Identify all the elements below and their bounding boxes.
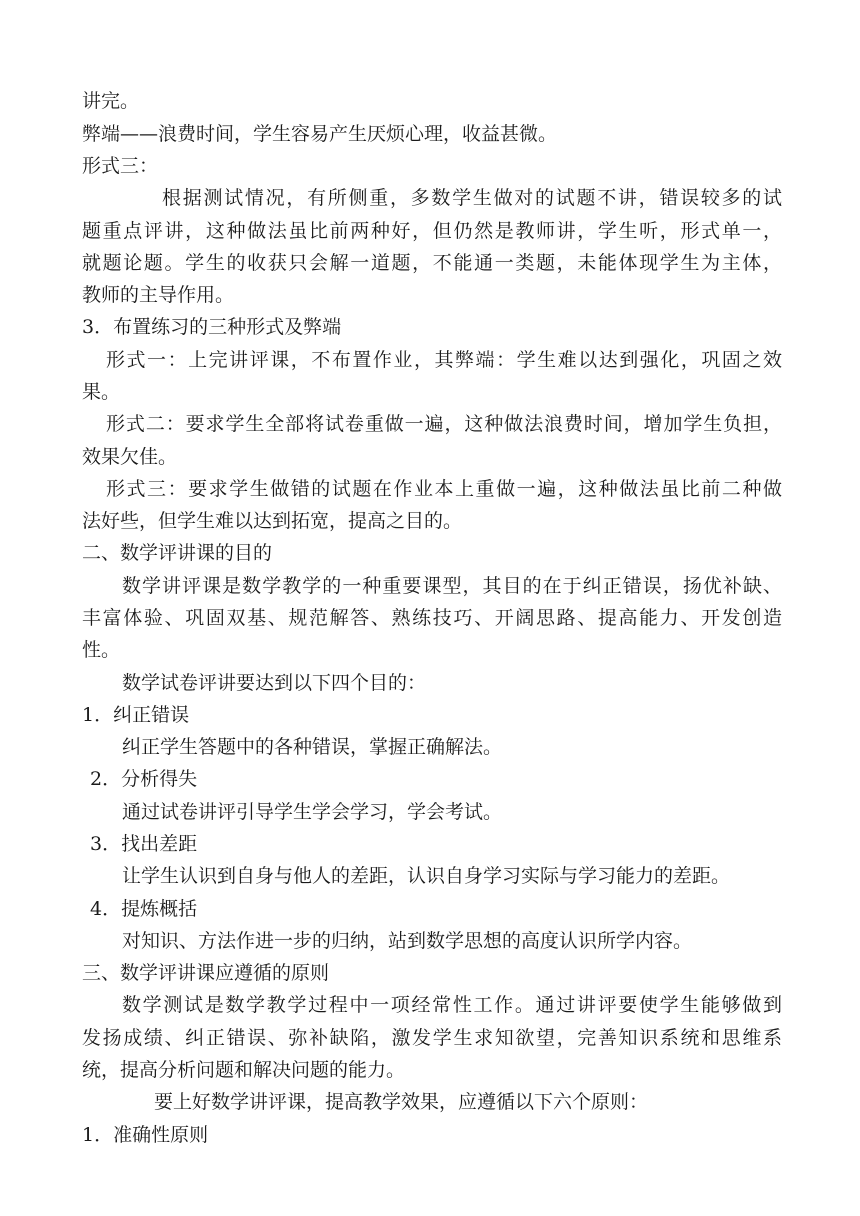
- numbered-heading: 2．分析得失: [90, 768, 198, 790]
- section-heading: 二、数学评讲课的目的: [82, 542, 273, 564]
- text-line: 就题论题。学生的收获只会解一道题，不能通一类题，未能体现学生为主体，: [82, 252, 782, 274]
- text-line: 效果欠佳。: [82, 446, 178, 468]
- numbered-heading: 3．找出差距: [90, 833, 198, 855]
- text-line: 丰富体验、巩固双基、规范解答、熟练技巧、开阔思路、提高能力、开发创造: [82, 607, 782, 629]
- text-line: 数学讲评课是数学教学的一种重要课型，其目的在于纠正错误，扬优补缺、: [122, 575, 782, 597]
- text-line: 性。: [82, 639, 121, 661]
- numbered-heading: 1．纠正错误: [82, 704, 190, 726]
- text-line: 形式三：要求学生做错的试题在作业本上重做一遍，这种做法虽比前二种做: [106, 478, 782, 500]
- text-line: 统，提高分析问题和解决问题的能力。: [82, 1059, 406, 1081]
- text-line: 果。: [82, 381, 121, 403]
- text-line: 讲完。: [82, 90, 140, 112]
- numbered-heading: 3．布置练习的三种形式及弊端: [82, 316, 342, 338]
- section-heading: 三、数学评讲课应遵循的原则: [82, 962, 330, 984]
- text-line: 发扬成绩、纠正错误、弥补缺陷，激发学生求知欲望，完善知识系统和思维系: [82, 1027, 782, 1049]
- text-line: 教师的主导作用。: [82, 284, 235, 306]
- text-line: 题重点评讲，这种做法虽比前两种好，但仍然是教师讲，学生听，形式单一，: [82, 220, 782, 242]
- text-line: 让学生认识到自身与他人的差距，认识自身学习实际与学习能力的差距。: [122, 865, 731, 887]
- text-line: 法好些，但学生难以达到拓宽，提高之目的。: [82, 510, 463, 532]
- text-line: 对知识、方法作进一步的归纳，站到数学思想的高度认识所学内容。: [122, 930, 693, 952]
- numbered-heading: 4．提炼概括: [90, 898, 198, 920]
- text-line: 纠正学生答题中的各种错误，掌握正确解法。: [122, 736, 503, 758]
- numbered-heading: 1．准确性原则: [82, 1124, 209, 1146]
- text-line: 数学测试是数学教学过程中一项经常性工作。通过讲评要使学生能够做到: [122, 994, 782, 1016]
- section-label: 形式三：: [82, 155, 159, 177]
- text-line: 形式二：要求学生全部将试卷重做一遍，这种做法浪费时间，增加学生负担，: [106, 413, 782, 435]
- text-line: 弊端——浪费时间，学生容易产生厌烦心理，收益甚微。: [82, 123, 558, 145]
- text-line: 通过试卷讲评引导学生学会学习，学会考试。: [122, 801, 503, 823]
- text-line: 根据测试情况，有所侧重，多数学生做对的试题不讲，错误较多的试: [162, 187, 782, 209]
- text-line: 数学试卷评讲要达到以下四个目的：: [122, 672, 427, 694]
- text-line: 形式一：上完讲评课，不布置作业，其弊端：学生难以达到强化，巩固之效: [106, 349, 782, 371]
- text-line: 要上好数学讲评课，提高教学效果，应遵循以下六个原则：: [154, 1091, 649, 1113]
